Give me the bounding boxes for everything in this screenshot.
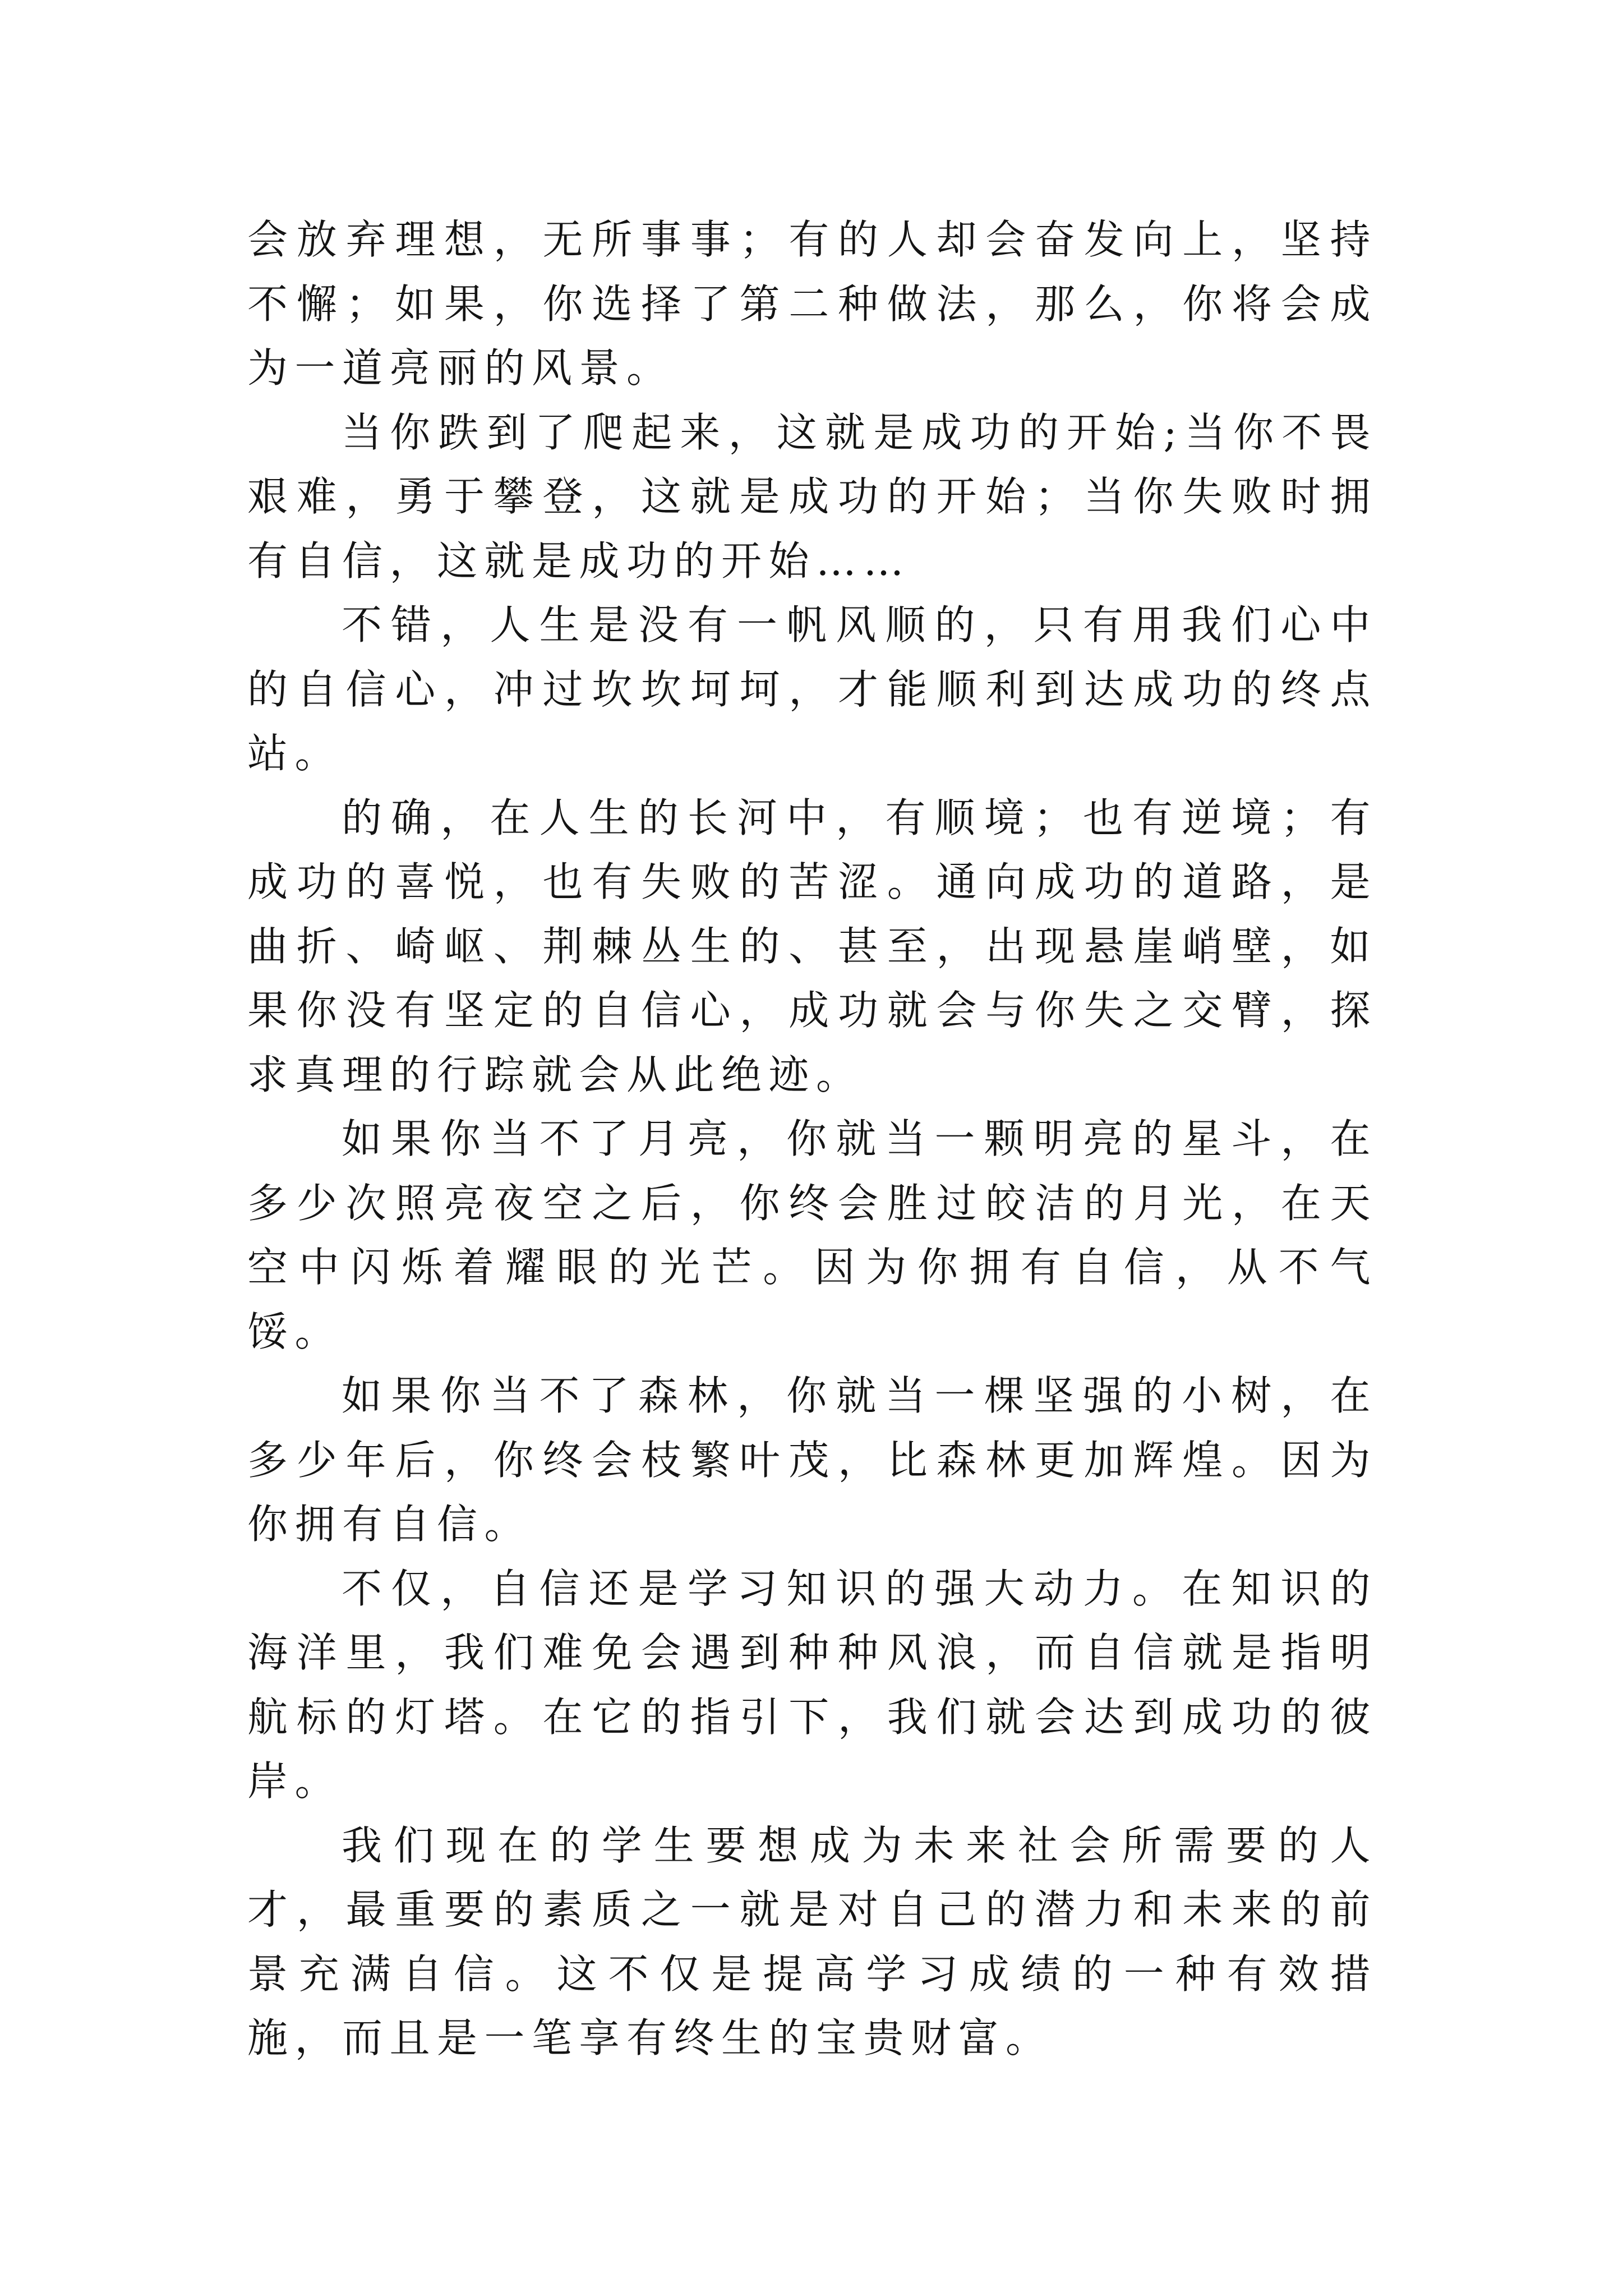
document-body [247,208,1377,2070]
paragraph: 如果你当不了月亮，你就当一颗明亮的星斗，在多少次照亮夜空之后，你终会胜过皎洁的月光，在天空中闪烁着耀眼的光芒。因为你拥有自信，从不气馁。 [247,1115,1377,1355]
paragraph: 如果你当不了森林，你就当一棵坚强的小树，在多少年后，你终会枝繁叶茂，比森林更加辉煌。因为你拥有自信。 [247,1372,1377,1548]
paragraph: 当你跌到了爬起来，这就是成功的开始;当你不畏艰难，勇于攀登，这就是成功的开始；当你失败时拥有自信，这就是成功的开始…… [247,408,1377,585]
paragraph: 我们现在的学生要想成为未来社会所需要的人才，最重要的素质之一就是对自己的潜力和未来的前景充满自信。这不仅是提高学习成绩的一种有效措施，而且是一笔享有终生的宝贵财富。 [247,1821,1377,2062]
paragraph: 不仅，自信还是学习知识的强大动力。在知识的海洋里，我们难免会遇到种种风浪，而自信就是指明航标的灯塔。在它的指引下，我们就会达到成功的彼岸。 [247,1565,1377,1805]
paragraph: 的确，在人生的长河中，有顺境；也有逆境；有成功的喜悦，也有失败的苦涩。通向成功的道路，是曲折、崎岖、荆棘丛生的、甚至，出现悬崖峭壁，如果你没有坚定的自信心，成功就会与你失之交臂，探求真理的行踪就会从此绝迹。 [247,794,1377,1098]
paragraph: 不错，人生是没有一帆风顺的，只有用我们心中的自信心，冲过坎坎坷坷，才能顺利到达成功的终点站。 [247,601,1377,777]
paragraph-continued: 会放弃理想，无所事事；有的人却会奋发向上，坚持不懈；如果，你选择了第二种做法，那么，你将会成为一道亮丽的风景。 [247,216,1377,392]
